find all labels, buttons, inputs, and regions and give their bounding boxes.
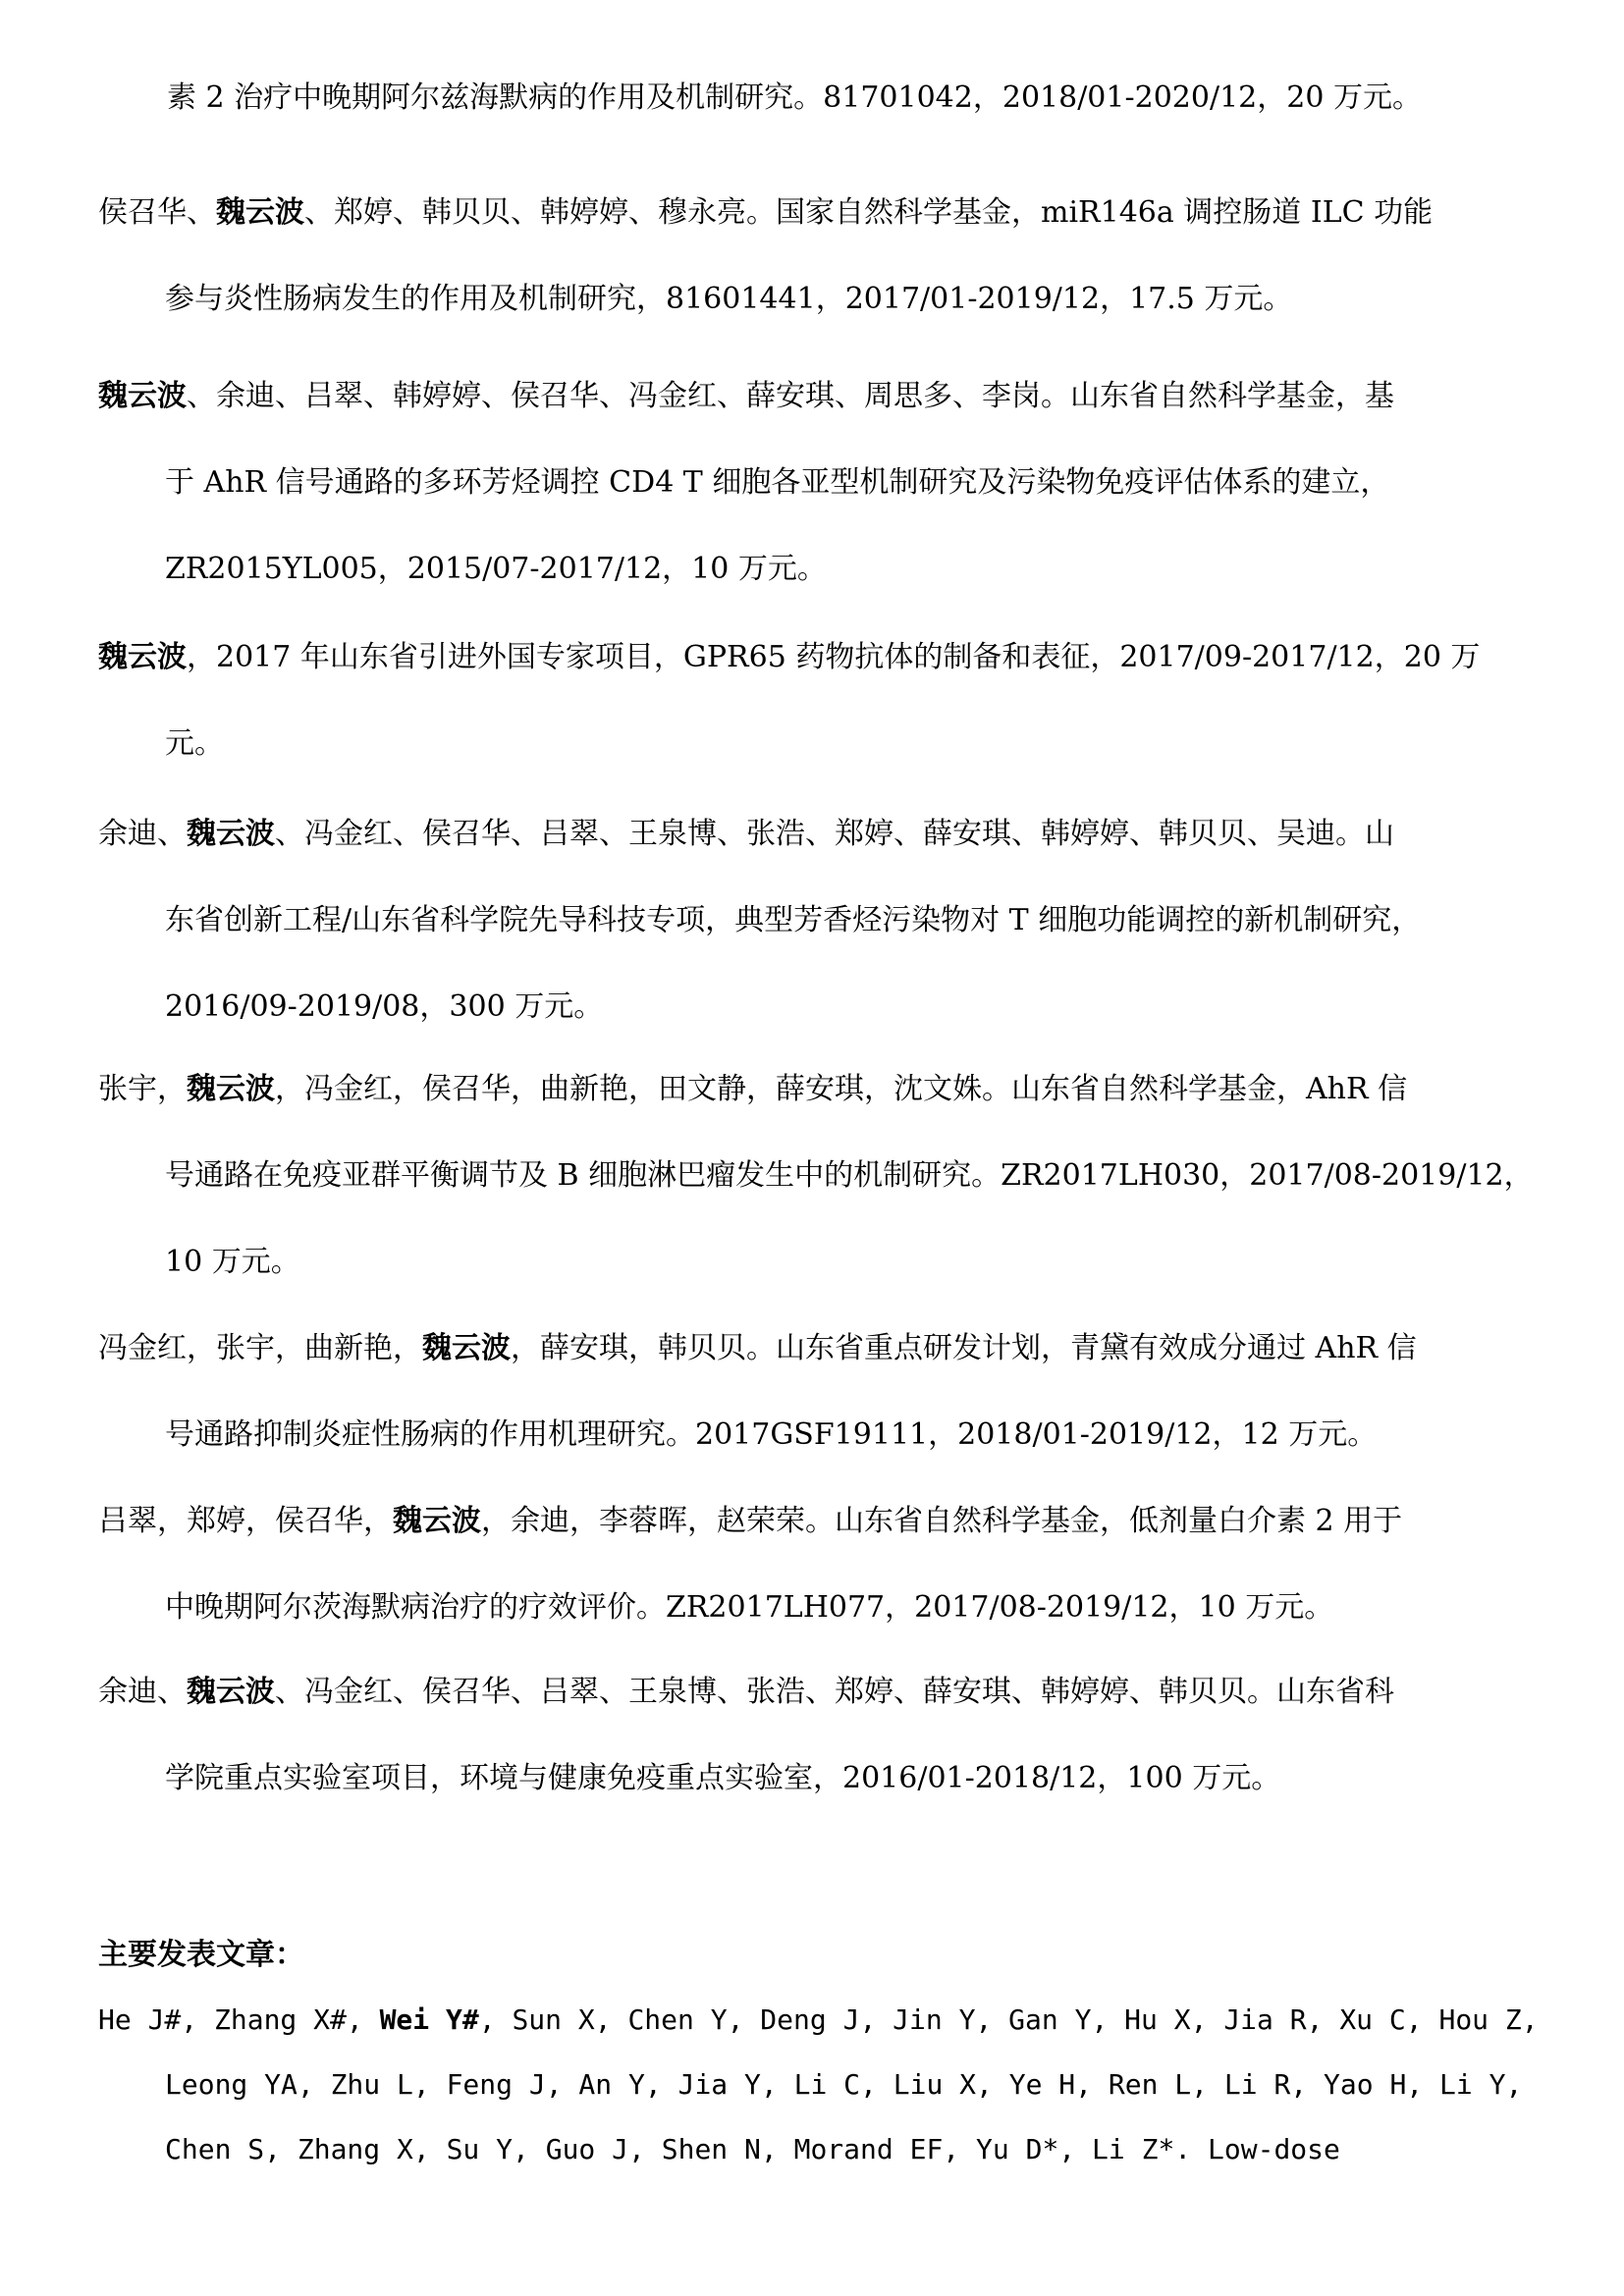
project-authors-line: 魏云波，2017 年山东省引进外国专家项目，GPR65 药物抗体的制备和表征，2017/09-2017/12，20 万 bbox=[98, 640, 1481, 674]
project-text-line: 学院重点实验室项目，环境与健康免疫重点实验室，2016/01-2018/12，100 万元。 bbox=[165, 1761, 1281, 1795]
project-authors-line: 侯召华、魏云波、郑婷、韩贝贝、韩婷婷、穆永亮。国家自然科学基金，miR146a 调控肠道 ILC 功能 bbox=[98, 195, 1434, 230]
highlighted-author: Wei Y# bbox=[379, 2003, 479, 2036]
project-text-line: 号通路抑制炎症性肠病的作用机理研究。2017GSF19111，2018/01-2019/12，12 万元。 bbox=[165, 1417, 1378, 1452]
project-entry bbox=[98, 1649, 1542, 1822]
project-entry bbox=[98, 170, 1542, 343]
highlighted-author: 魏云波 bbox=[422, 1331, 511, 1365]
project-text-line: 号通路在免疫亚群平衡调节及 B 细胞淋巴瘤发生中的机制研究。ZR2017LH030，2017/08-2019/12， bbox=[165, 1158, 1534, 1193]
project-text-line: 元。 bbox=[165, 726, 224, 761]
highlighted-author: 魏云波 bbox=[98, 379, 187, 413]
project-entry bbox=[98, 1306, 1542, 1478]
project-authors-line: 余迪、魏云波、冯金红、侯召华、吕翠、王泉博、张浩、郑婷、薛安琪、韩婷婷、韩贝贝、吴迪。山 bbox=[98, 817, 1394, 851]
project-entry bbox=[98, 1478, 1542, 1651]
publications-heading: 主要发表文章： bbox=[98, 1938, 304, 1972]
project-text-line: 中晚期阿尔茨海默病治疗的疗效评价。ZR2017LH077，2017/08-2019/12，10 万元。 bbox=[165, 1590, 1334, 1625]
highlighted-author: 魏云波 bbox=[187, 817, 275, 851]
project-text-line: 2016/09-2019/08，300 万元。 bbox=[165, 989, 604, 1024]
project-text-line: 参与炎性肠病发生的作用及机制研究，81601441，2017/01-2019/12，17.5 万元。 bbox=[165, 282, 1293, 316]
publication-authors-line: He J#, Zhang X#, Wei Y#, Sun X, Chen Y, Deng J, Jin Y, Gan Y, Hu X, Jia R, Xu C, Hou Z, bbox=[98, 2003, 1539, 2036]
highlighted-author: 魏云波 bbox=[187, 1072, 275, 1106]
highlighted-author: 魏云波 bbox=[98, 640, 187, 674]
project-authors-line: 余迪、魏云波、冯金红、侯召华、吕翠、王泉博、张浩、郑婷、薛安琪、韩婷婷、韩贝贝。山东省科 bbox=[98, 1675, 1394, 1709]
highlighted-author: 魏云波 bbox=[393, 1504, 481, 1538]
project-entry bbox=[98, 614, 1542, 787]
project-entry bbox=[98, 55, 1542, 141]
project-entry bbox=[98, 1046, 1542, 1306]
project-entry bbox=[98, 791, 1542, 1050]
highlighted-author: 魏云波 bbox=[187, 1675, 275, 1709]
highlighted-author: 魏云波 bbox=[216, 195, 304, 230]
project-text-line: 东省创新工程/山东省科学院先导科技专项，典型芳香烃污染物对 T 细胞功能调控的新机制研究， bbox=[165, 903, 1422, 937]
project-entry bbox=[98, 353, 1542, 613]
publication-authors-line: Chen S, Zhang X, Su Y, Guo J, Shen N, Morand EF, Yu D*, Li Z*. Low-dose bbox=[165, 2133, 1340, 2165]
project-authors-line: 冯金红，张宇，曲新艳，魏云波，薛安琪，韩贝贝。山东省重点研发计划，青黛有效成分通过 AhR 信 bbox=[98, 1331, 1417, 1365]
publication-authors-line: Leong YA, Zhu L, Feng J, An Y, Jia Y, Li C, Liu X, Ye H, Ren L, Li R, Yao H, Li Y, bbox=[165, 2068, 1523, 2101]
publication-entry bbox=[98, 1988, 1542, 2182]
project-authors-line: 张宇，魏云波，冯金红，侯召华，曲新艳，田文静，薛安琪，沈文姝。山东省自然科学基金，AhR 信 bbox=[98, 1072, 1408, 1106]
project-authors-line: 魏云波、余迪、吕翠、韩婷婷、侯召华、冯金红、薛安琪、周思多、李岗。山东省自然科学基金，基 bbox=[98, 379, 1394, 413]
project-text-line: ZR2015YL005，2015/07-2017/12，10 万元。 bbox=[165, 552, 827, 586]
project-text-line: 素 2 治疗中晚期阿尔兹海默病的作用及机制研究。81701042，2018/01-2020/12，20 万元。 bbox=[167, 80, 1422, 115]
project-text-line: 于 AhR 信号通路的多环芳烃调控 CD4 T 细胞各亚型机制研究及污染物免疫评估体系的建立， bbox=[165, 465, 1390, 500]
project-text-line: 10 万元。 bbox=[165, 1245, 300, 1279]
project-authors-line: 吕翠，郑婷，侯召华，魏云波，余迪，李蓉晖，赵荣荣。山东省自然科学基金，低剂量白介素 2 用于 bbox=[98, 1504, 1403, 1538]
